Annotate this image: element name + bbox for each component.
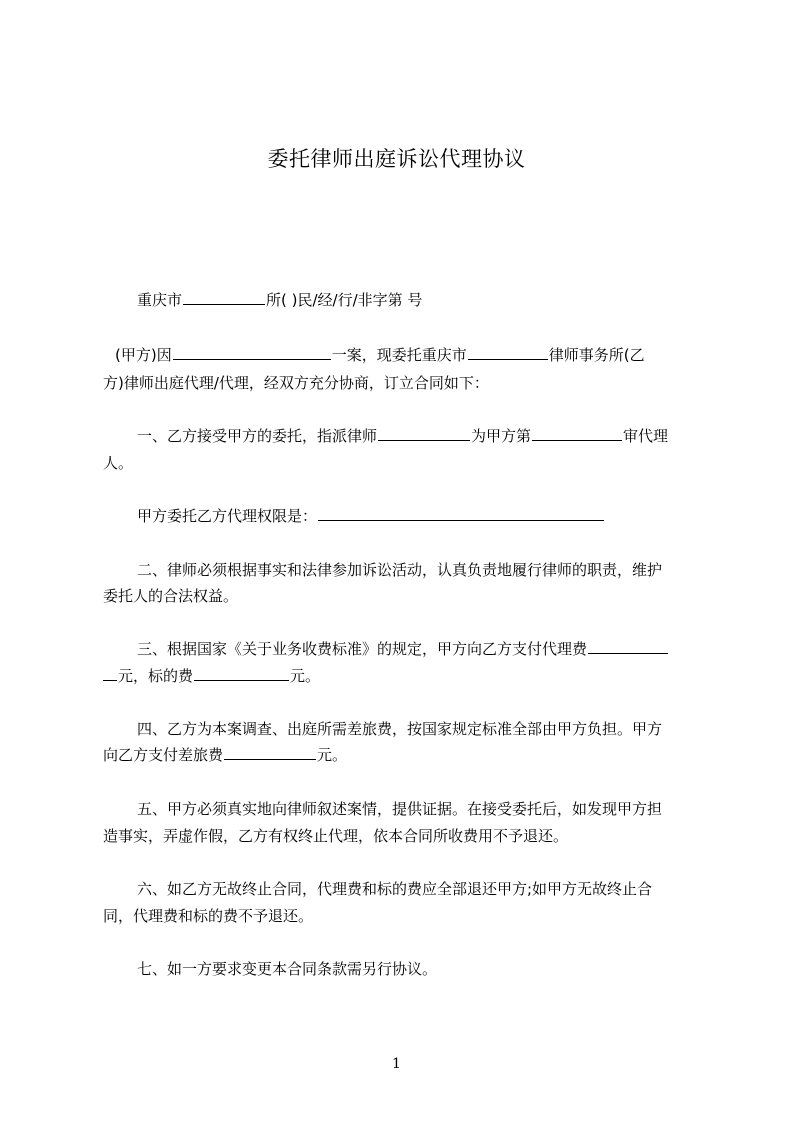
intro-line-2: 方)律师出庭代理/代理，经双方充分协商，订立合同如下：: [103, 374, 489, 392]
agency-fee-blank-cont: [103, 666, 117, 681]
clause-4-line-2-part-1: 向乙方支付差旅费: [103, 746, 224, 764]
clause-5-line-1: 五、甲方必须真实地向律师叙述案情，提供证据。在接受委托后，如发现甲方担: [137, 800, 663, 818]
document-title: 委托律师出庭诉讼代理协议: [267, 147, 526, 171]
clause-3-line-1: [137, 639, 737, 659]
authority-blank: [318, 506, 604, 521]
clause-1-part-3: 审代理: [623, 427, 669, 445]
clause-4-line-1: 四、乙方为本案调查、出庭所需差旅费，按国家规定标准全部由甲方负担。甲方: [137, 720, 663, 738]
case-reference-line: [137, 290, 737, 310]
intro-part-1: (甲方)因: [115, 346, 172, 364]
clause-2-line-2: 委托人的合法权益。: [103, 587, 239, 605]
case-ref-blank: [183, 290, 265, 305]
case-name-blank: [173, 345, 331, 360]
trial-level-blank: [532, 426, 622, 441]
clause-3-part-1: 三、根据国家《关于业务收费标准》的规定，甲方向乙方支付代理费: [137, 640, 588, 658]
clause-1-part-2: 为甲方第: [471, 427, 532, 445]
clause-4-line-2: [103, 745, 703, 765]
case-ref-prefix: 重庆市: [137, 291, 183, 309]
clause-7-line-1: 七、如一方要求变更本合同条款需另行协议。: [137, 960, 438, 978]
law-firm-blank: [468, 345, 548, 360]
clause-3-line-2-part-2: 元。: [290, 667, 321, 685]
authority-line: [137, 506, 737, 526]
authority-label: 甲方委托乙方代理权限是：: [137, 507, 318, 525]
clause-3-line-2-part-1: 元，标的费: [118, 667, 194, 685]
clause-1-line-1: [137, 426, 737, 446]
clause-3-line-2: [103, 666, 703, 686]
subject-fee-blank: [194, 666, 289, 681]
clause-5-line-2: 造事实，弄虚作假，乙方有权终止代理，依本合同所收费用不予退还。: [103, 827, 569, 845]
clause-6-line-1: 六、如乙方无故终止合同，代理费和标的费应全部退还甲方;如甲方无故终止合: [137, 880, 653, 898]
clause-2-line-1: 二、律师必须根据事实和法律参加诉讼活动，认真负责地履行律师的职责，维护: [137, 561, 663, 579]
agency-fee-blank: [588, 639, 668, 654]
clause-1-part-1: 一、乙方接受甲方的委托，指派律师: [137, 427, 378, 445]
page-number: 1: [392, 1056, 401, 1072]
clause-1-line-2: 人。: [103, 454, 134, 472]
clause-6-line-2: 同，代理费和标的费不予退还。: [103, 907, 314, 925]
intro-part-2: 一案，现委托重庆市: [331, 346, 467, 364]
intro-line-1: [115, 345, 715, 365]
intro-part-3: 律师事务所(乙: [548, 346, 645, 364]
lawyer-name-blank: [378, 426, 470, 441]
travel-fee-blank: [224, 745, 316, 760]
case-ref-suffix: 所( )民/经/行/非字第 号: [266, 291, 423, 309]
clause-4-line-2-part-2: 元。: [317, 746, 348, 764]
